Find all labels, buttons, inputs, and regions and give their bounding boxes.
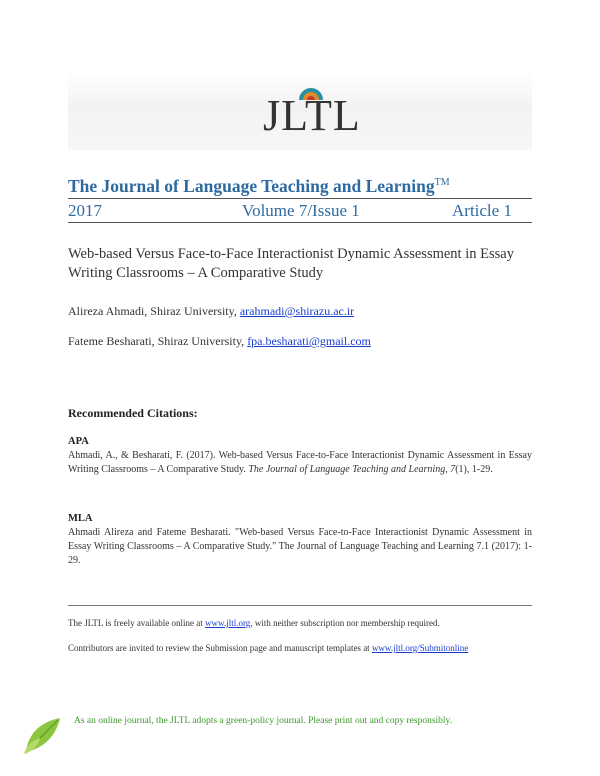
footer-rule — [68, 605, 532, 606]
trademark: TM — [434, 177, 450, 189]
issue-rule-top — [68, 198, 532, 199]
apa-label: APA — [68, 436, 89, 447]
article-title: Web-based Versus Face-to-Face Interactionist Dynamic Assessment in Essay Writing Classrooms – A Comparative Study — [68, 246, 514, 281]
issue-rule-bottom — [68, 222, 532, 223]
author-1-email-link[interactable]: arahmadi@shirazu.ac.ir — [239, 304, 355, 318]
apa-citation — [68, 449, 532, 477]
recommended-citations-heading: Recommended Citations: — [68, 406, 198, 420]
green-policy-note: As an online journal, the JLTL adopts a green-policy journal. Please print out and copy responsibly. — [74, 716, 453, 726]
author-2-affiliation: Fateme Besharati, Shiraz University, — [68, 334, 248, 348]
footer-line2-a: Contributors are invited to review the Submission page and manuscript templates at — [68, 643, 372, 653]
mla-citation: Ahmadi Alireza and Fateme Besharati. "Web-based Versus Face-to-Face Interactionist Dynamic Assessment in Essay Writing Classrooms – A Comparative Study." The Journal of Language Teaching and Learning 7.1 (2017): 1-29. — [68, 527, 532, 566]
journal-title — [68, 176, 450, 197]
leaf-icon — [22, 712, 64, 756]
apa-citation-text: Ahmadi, A., & Besharati, F. (2017). Web-based Versus Face-to-Face Interactionist Dynamic Assessment in Essay Writing Classrooms – A Comparative Study. — [68, 450, 532, 475]
apa-citation-pages: (1), 1-29. — [455, 464, 493, 475]
issue-year: 2017 — [68, 201, 102, 220]
submit-online-link[interactable]: www.jltl.org/Submitonline — [371, 643, 469, 653]
author-2 — [68, 334, 371, 349]
footer-line1-a: The JLTL is freely available online at — [68, 618, 206, 628]
footer-contributors — [68, 643, 468, 653]
footer-line1-b: , with neither subscription nor membership required. — [250, 618, 440, 628]
apa-citation-journal: The Journal of Language Teaching and Learning, 7 — [248, 464, 456, 475]
jltl-website-link[interactable]: www.jltl.org — [205, 618, 251, 628]
logo-text: JLTL — [263, 91, 361, 140]
journal-logo — [255, 74, 361, 146]
issue-article: Article 1 — [452, 201, 512, 220]
issue-volume: Volume 7/Issue 1 — [242, 201, 360, 220]
footer-availability — [68, 618, 440, 628]
author-2-email-link[interactable]: fpa.besharati@gmail.com — [247, 334, 371, 348]
mla-label: MLA — [68, 513, 93, 524]
journal-title-text: The Journal of Language Teaching and Learning — [68, 176, 435, 196]
author-1-affiliation: Alireza Ahmadi, Shiraz University, — [68, 304, 240, 318]
author-1 — [68, 304, 354, 319]
